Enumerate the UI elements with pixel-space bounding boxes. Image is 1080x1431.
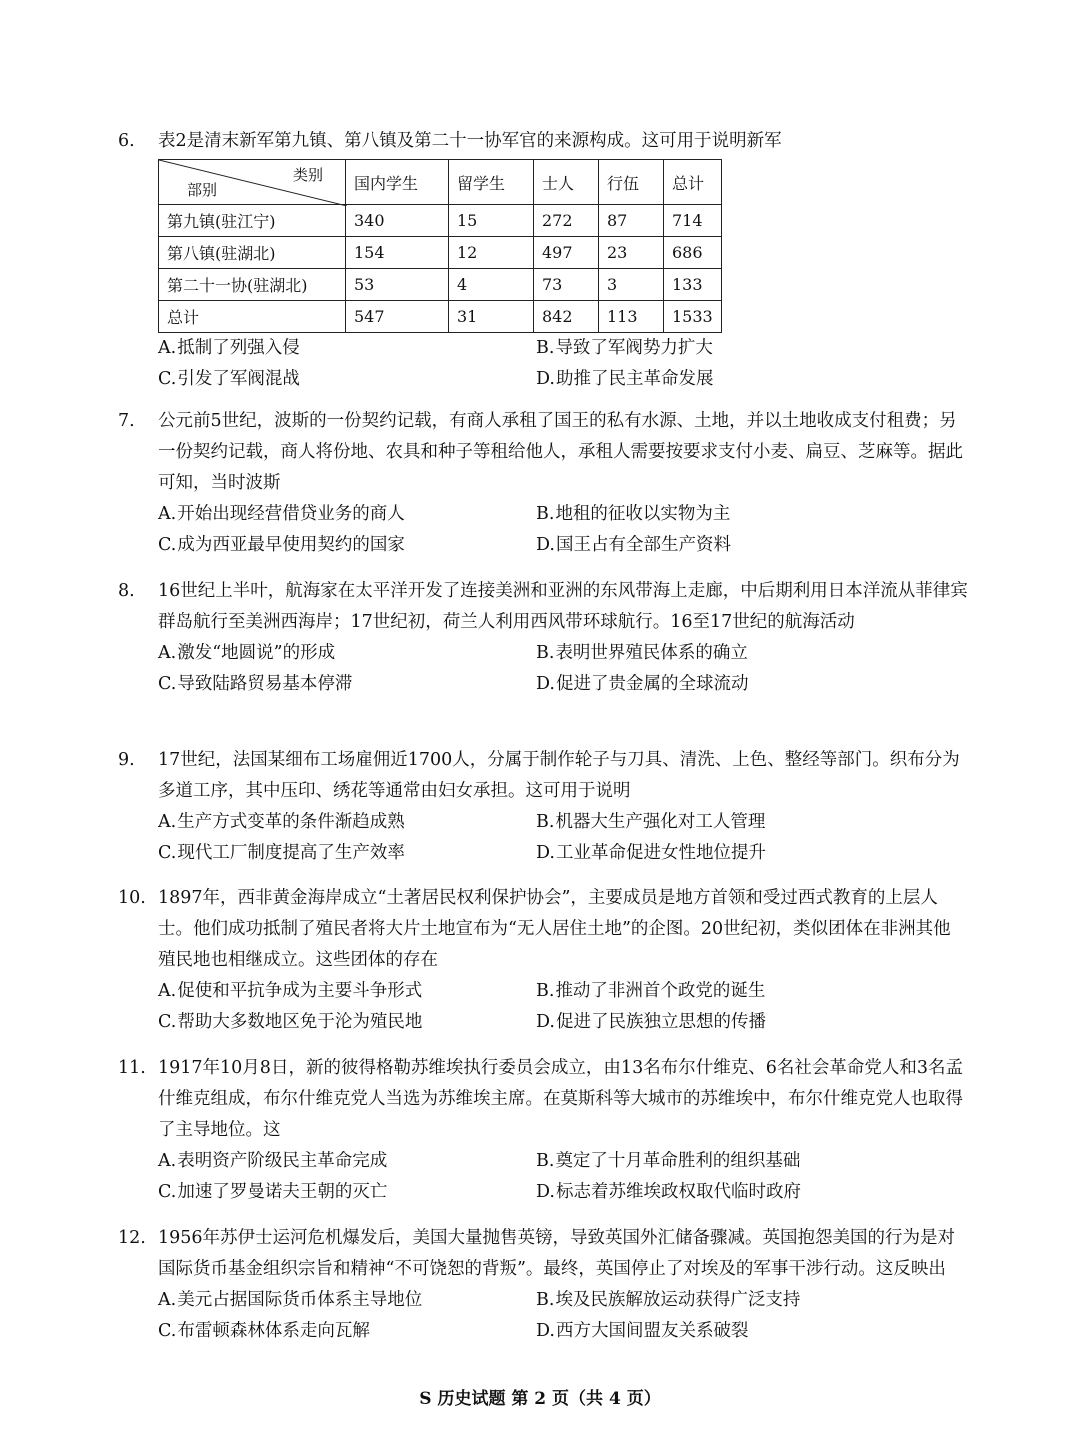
option-b[interactable]: B.导致了军阀势力扩大 [536, 338, 713, 358]
option-d[interactable]: D.促进了民族独立思想的传播 [536, 1012, 766, 1032]
page-footer: S 历史试题 第 2 页（共 4 页） [419, 1389, 661, 1409]
question-7 [118, 406, 968, 561]
option-b[interactable]: B.表明世界殖民体系的确立 [536, 643, 748, 663]
question-9 [118, 745, 968, 869]
options [158, 1146, 968, 1208]
question-number: 7. [118, 411, 135, 431]
table-header-cell: 行伍 [599, 160, 664, 205]
table-cell: 714 [664, 205, 722, 237]
options [158, 333, 968, 395]
option-c[interactable]: C.导致陆路贸易基本停滞 [158, 674, 353, 694]
option-c[interactable]: C.成为西亚最早使用契约的国家 [158, 535, 405, 555]
table-cell: 第九镇(驻江宁) [159, 205, 346, 237]
option-a[interactable]: A.开始出现经营借贷业务的商人 [158, 504, 405, 524]
option-c[interactable]: C.帮助大多数地区免于沦为殖民地 [158, 1012, 423, 1032]
table-cell: 133 [664, 269, 722, 301]
question-8 [118, 576, 968, 700]
table-header-cell: 留学生 [449, 160, 534, 205]
option-d[interactable]: D.助推了民主革命发展 [536, 369, 714, 389]
option-c[interactable]: C.引发了军阀混战 [158, 369, 300, 389]
table-row [159, 205, 722, 237]
question-stem: 1897年，西非黄金海岸成立“土著居民权利保护协会”，主要成员是地方首领和受过西式教育的上层人士。他们成功抵制了殖民者将大片土地宣布为“无人居住土地”的企图。20世纪初，类似团体在非洲其他殖民地也相继成立。这些团体的存在 [158, 888, 951, 970]
question-stem: 公元前5世纪，波斯的一份契约记载，有商人承租了国王的私有水源、土地，并以土地收成支付租费；另一份契约记载，商人将份地、农具和种子等租给他人，承租人需要按要求支付小麦、扁豆、芝麻等。据此可知，当时波斯 [158, 411, 963, 493]
table-cell: 第二十一协(驻湖北) [159, 269, 346, 301]
option-a[interactable]: A.抵制了列强入侵 [158, 338, 300, 358]
option-b[interactable]: B.推动了非洲首个政党的诞生 [536, 981, 766, 1001]
question-number: 8. [118, 581, 135, 601]
question-stem: 17世纪，法国某细布工场雇佣近1700人，分属于制作轮子与刀具、清洗、上色、整经等部门。织布分为多道工序，其中压印、绣花等通常由妇女承担。这可用于说明 [158, 750, 960, 801]
option-a[interactable]: A.激发“地圆说”的形成 [158, 643, 336, 663]
corner-bottom-label: 部别 [187, 181, 218, 199]
table-cell: 23 [599, 237, 664, 269]
option-c[interactable]: C.加速了罗曼诺夫王朝的灭亡 [158, 1182, 388, 1202]
option-a[interactable]: A.生产方式变革的条件渐趋成熟 [158, 812, 405, 832]
table-cell: 31 [449, 301, 534, 333]
table-corner-cell [159, 160, 346, 205]
option-d[interactable]: D.促进了贵金属的全球流动 [536, 674, 749, 694]
question-12 [118, 1223, 968, 1347]
options [158, 499, 968, 561]
option-d[interactable]: D.国王占有全部生产资料 [536, 535, 731, 555]
question-stem: 16世纪上半叶，航海家在太平洋开发了连接美洲和亚洲的东风带海上走廊，中后期利用日本洋流从菲律宾群岛航行至美洲西海岸；17世纪初，荷兰人利用西风带环球航行。16至17世纪的航海活动 [158, 581, 968, 632]
options [158, 638, 968, 700]
table-header-cell: 国内学生 [346, 160, 449, 205]
question-stem: 表2是清末新军第九镇、第八镇及第二十一协军官的来源构成。这可用于说明新军 [158, 131, 782, 151]
table-cell: 547 [346, 301, 449, 333]
table-cell: 113 [599, 301, 664, 333]
table-row [159, 237, 722, 269]
option-b[interactable]: B.埃及民族解放运动获得广泛支持 [536, 1290, 801, 1310]
question-10 [118, 883, 968, 1038]
table-row [159, 301, 722, 333]
table-header-row [159, 160, 722, 205]
table-cell: 53 [346, 269, 449, 301]
question-number: 9. [118, 750, 135, 770]
table-cell: 497 [534, 237, 599, 269]
option-b[interactable]: B.机器大生产强化对工人管理 [536, 812, 766, 832]
option-d[interactable]: D.工业革命促进女性地位提升 [536, 843, 766, 863]
table-cell: 340 [346, 205, 449, 237]
option-b[interactable]: B.奠定了十月革命胜利的组织基础 [536, 1151, 801, 1171]
table-cell: 842 [534, 301, 599, 333]
corner-top-label: 类别 [292, 166, 323, 184]
table-cell: 4 [449, 269, 534, 301]
table-cell: 73 [534, 269, 599, 301]
table-row [159, 269, 722, 301]
question-11 [118, 1053, 968, 1208]
options [158, 1285, 968, 1347]
option-a[interactable]: A.表明资产阶级民主革命完成 [158, 1151, 388, 1171]
question-6 [118, 126, 968, 395]
table-cell: 1533 [664, 301, 722, 333]
option-b[interactable]: B.地租的征收以实物为主 [536, 504, 731, 524]
table-cell: 272 [534, 205, 599, 237]
table-cell: 总计 [159, 301, 346, 333]
table-cell: 154 [346, 237, 449, 269]
table-header-cell: 总计 [664, 160, 722, 205]
option-a[interactable]: A.美元占据国际货币体系主导地位 [158, 1290, 423, 1310]
option-d[interactable]: D.标志着苏维埃政权取代临时政府 [536, 1182, 801, 1202]
officer-source-table [158, 159, 722, 333]
question-number: 12. [118, 1228, 146, 1248]
question-number: 10. [118, 888, 146, 908]
table-cell: 87 [599, 205, 664, 237]
question-number: 11. [118, 1058, 146, 1078]
options [158, 807, 968, 869]
option-d[interactable]: D.西方大国间盟友关系破裂 [536, 1321, 749, 1341]
table-cell: 第八镇(驻湖北) [159, 237, 346, 269]
table-cell: 3 [599, 269, 664, 301]
option-c[interactable]: C.布雷顿森林体系走向瓦解 [158, 1321, 370, 1341]
table-cell: 15 [449, 205, 534, 237]
question-stem: 1956年苏伊士运河危机爆发后，美国大量抛售英镑，导致英国外汇储备骤减。英国抱怨美国的行为是对国际货币基金组织宗旨和精神“不可饶恕的背叛”。最终，英国停止了对埃及的军事干涉行动。这反映出 [158, 1228, 956, 1279]
option-c[interactable]: C.现代工厂制度提高了生产效率 [158, 843, 405, 863]
table-cell: 686 [664, 237, 722, 269]
table-cell: 12 [449, 237, 534, 269]
question-number: 6. [118, 131, 135, 151]
table-header-cell: 士人 [534, 160, 599, 205]
options [158, 976, 968, 1038]
question-stem: 1917年10月8日，新的彼得格勒苏维埃执行委员会成立，由13名布尔什维克、6名社会革命党人和3名孟什维克组成，布尔什维克党人当选为苏维埃主席。在莫斯科等大城市的苏维埃中，布尔什维克党人也取得了主导地位。这 [158, 1058, 963, 1140]
option-a[interactable]: A.促使和平抗争成为主要斗争形式 [158, 981, 423, 1001]
